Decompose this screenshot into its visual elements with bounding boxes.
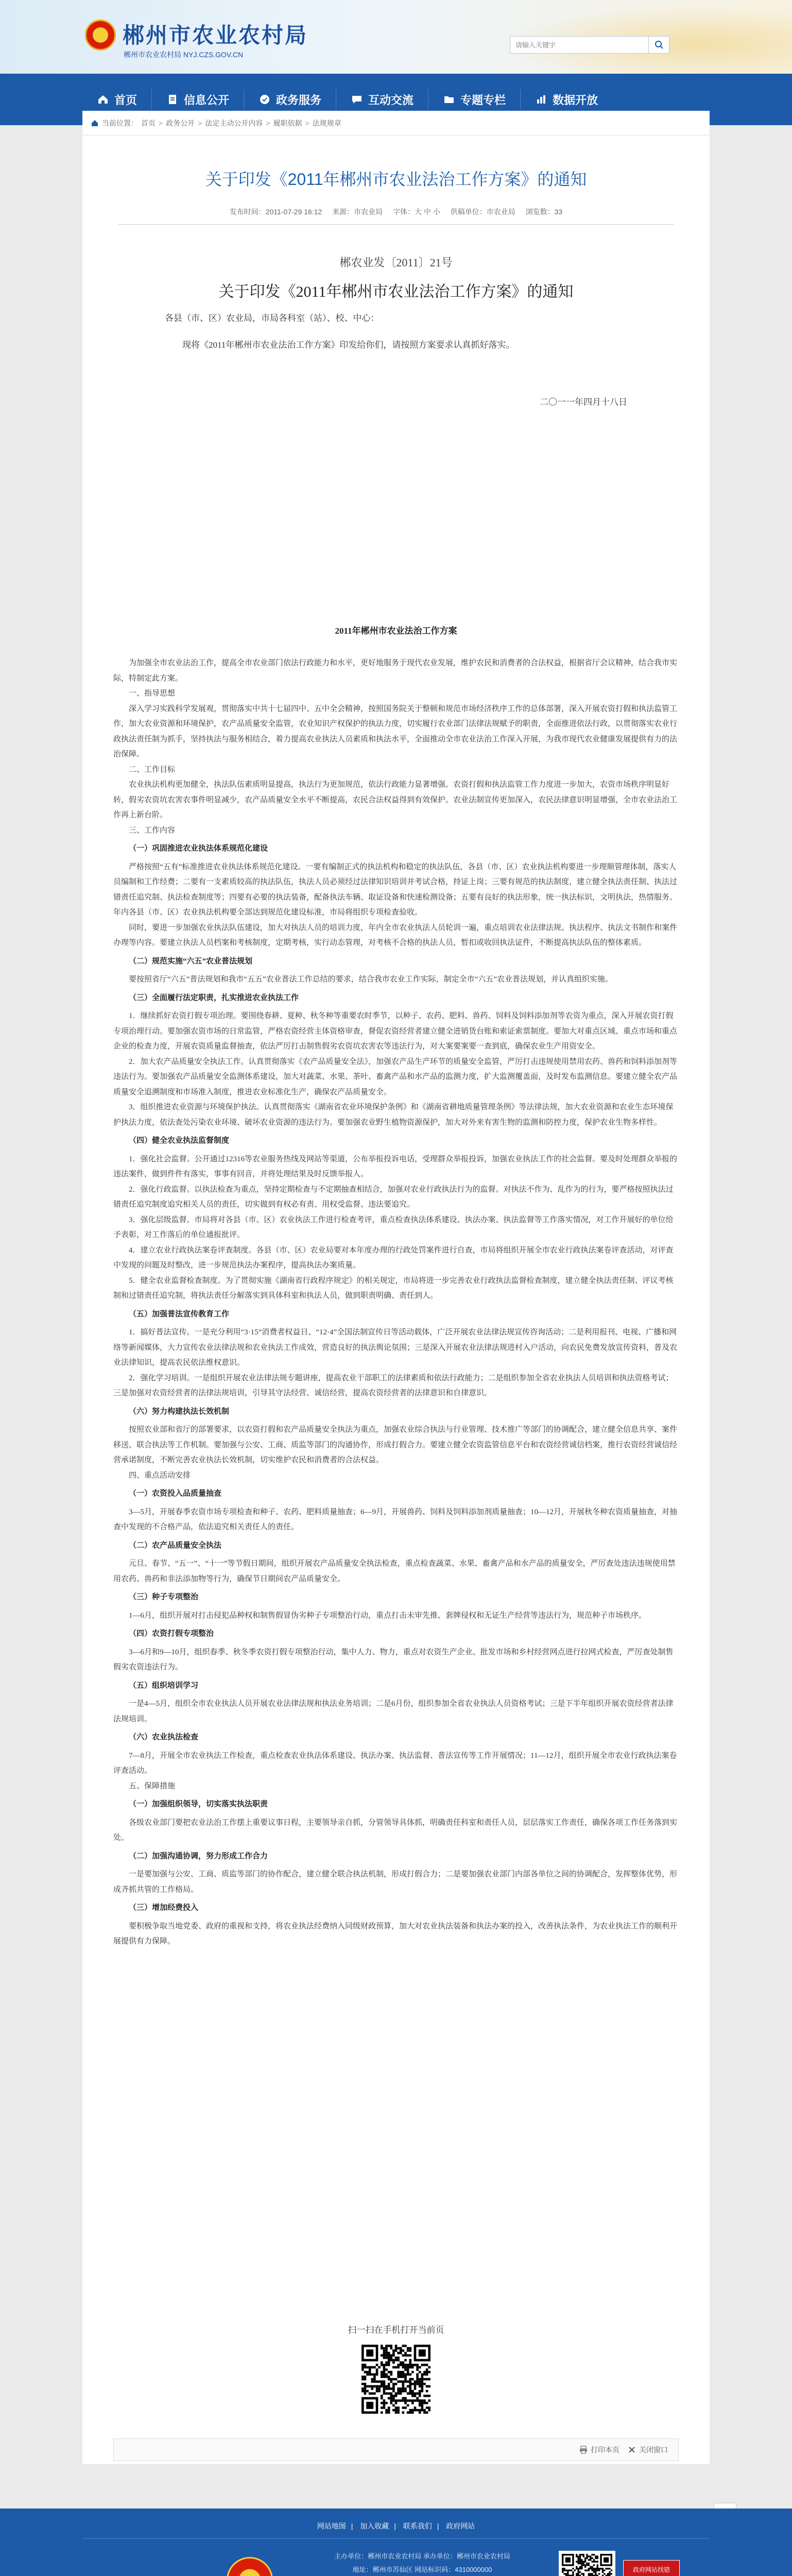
- breadcrumb-separator: >: [198, 118, 202, 127]
- breadcrumb-separator: >: [305, 118, 309, 127]
- nav-item-label: 政务服务: [276, 93, 322, 107]
- section-heading: （五）组织培训学习: [129, 1681, 199, 1690]
- nav-item-label: 互动交流: [368, 93, 414, 107]
- chat-icon: [351, 93, 363, 106]
- section-heading: 一、指导思想: [129, 689, 176, 698]
- section-heading: 二、工作目标: [129, 765, 176, 774]
- section-heading: 四、重点活动安排: [129, 1471, 191, 1480]
- site-footer: [0, 2509, 792, 2576]
- footer-info: [288, 2550, 556, 2576]
- search-icon: [655, 40, 664, 49]
- search-input[interactable]: [510, 36, 649, 54]
- search-button[interactable]: [649, 36, 669, 54]
- plan-title: 2011年郴州市农业法治工作方案: [335, 626, 457, 636]
- section-heading: （四）农资打假专项整治: [129, 1630, 214, 1638]
- data-icon: [535, 93, 547, 106]
- section-heading: （二）农产品质量安全执法: [129, 1541, 222, 1550]
- nav-item-label: 专题专栏: [460, 93, 506, 107]
- footer-info-line: 主办单位：郴州市农业农村局 承办单位：郴州市农业农村局: [334, 2552, 510, 2560]
- meta-views: 浏览数：33: [525, 208, 563, 216]
- body-paragraph: 深入学习实践科学发展观，贯彻落实中共十七届四中、五中全会精神，按照国务院关于整顿和规范市场经济秩序工作的总体部署，深入开展农资打假和执法监管工作，加大农业资源和环境保护，农产品质量安全监管，农业知识产权保护的执法力度，切实履行农业部门法律法规赋予的职责，全面推进依法行政，以贯彻落实农业行政执法责任制为抓手，坚持执法与服务相结合，着力提高农业执法人员素质和执法水平，全面推动全市农业法治工作深入开展，为我市现代农业健康发展提供有力的法治保障。: [113, 704, 678, 758]
- section-heading: （一）农资投入品质量抽查: [129, 1489, 222, 1498]
- print-button[interactable]: [579, 2445, 619, 2455]
- article-title: 关于印发《2011年郴州市农业法治工作方案》的通知: [205, 170, 587, 189]
- document-date: 二〇一一年四月十八日: [540, 397, 627, 407]
- section-heading: 三、工作内容: [129, 826, 176, 835]
- body-paragraph: 严格按照“五有”标准推进农业执法体系规范化建设。一要有编制正式的执法机构和稳定的执法队伍，各县（市、区）农业执法机构要进一步理顺管理体制，落实人员编制和工作经费；二要有一支素质较高的执法队伍，执法人员必须经过法律知识培训并考试合格，持证上岗；三要有规范的执法制度，建立健全执法责任制、执法过错责任追究制、执法检查制度等；四要有必要的执法装备，配备执法车辆、取证设备和快速检测设备；五要有良好的执法形象，统一执法标识，文明执法，热情服务。年内各县（市、区）农业执法机构要全部达到规范化建设标准，市局将组织专项检查验收。: [113, 862, 678, 917]
- breadcrumb-link[interactable]: 法规规章: [312, 118, 341, 127]
- nav-item-label: 信息公开: [184, 93, 230, 107]
- footer-link[interactable]: 网站地图: [317, 2522, 346, 2530]
- close-icon: [628, 2446, 636, 2454]
- body-paragraph: 一是4—5月，组织全市农业执法人员开展农业法律法规和执法业务培训；二是6月份，组织参加全省农业执法人员资格考试；三是下半年组织开展农资经营者法律法规培训。: [113, 1700, 674, 1723]
- nav-item-label: 数据开放: [553, 93, 598, 107]
- body-paragraph: 2．强化行政监督。以执法检查为重点，坚持定期检查与不定期抽查相结合，加强对农业行政执法行为的监督。对执法不作为、乱作为的行为，要严格按照执法过错责任追究制度追究相关人员的责任，切实做到有权必有责、用权受监督、违法要追究。: [113, 1185, 674, 1209]
- print-icon: [579, 2446, 588, 2454]
- body-paragraph: 要积极争取当地党委、政府的重视和支持，将农业执法经费纳入同级财政预算，加大对农业执法装备和执法办案的投入，改善执法条件，为农业执法工作的顺利开展提供有力保障。: [113, 1922, 678, 1945]
- site-subtitle: 郴州市农业农村局 NYJ.CZS.GOV.CN: [124, 50, 244, 59]
- breadcrumb-separator: >: [266, 118, 270, 127]
- breadcrumb-link[interactable]: 法定主动公开内容: [205, 118, 263, 127]
- title-divider: [118, 224, 674, 225]
- body-paragraph: 各级农业部门要把农业法治工作摆上重要议事日程，主要领导亲自抓，分管领导具体抓，明确责任科室和责任人员，层层落实工作责任，确保各项工作任务落到实处。: [113, 1818, 678, 1842]
- national-emblem-icon: [85, 20, 116, 50]
- folder-icon: [443, 93, 455, 106]
- footer-link[interactable]: 联系我们: [403, 2522, 432, 2530]
- footer-info-line: 地址：郴州市苏仙区 网站标识码：4310000000: [352, 2566, 492, 2573]
- breadcrumb: [82, 111, 710, 135]
- nav-item-info[interactable]: [152, 89, 244, 110]
- footer-qr-code: [559, 2551, 615, 2576]
- addressee: 各县（市、区）农业局，市局各科室（站）、校、中心：: [165, 313, 380, 323]
- document-icon: [166, 93, 179, 106]
- site-header: [0, 0, 792, 74]
- footer-divider: [82, 2538, 710, 2539]
- body-paragraph: 3．强化层级监督。市局将对各县（市、区）农业执法工作进行检查考评，重点检查执法体系建设、执法办案、执法监督等工作落实情况，对工作开展好的单位给予表彰，对工作落后的单位通报批评。: [113, 1215, 674, 1239]
- intro-paragraph: 现将《2011年郴州市农业法治工作方案》印发给你们，请按照方案要求认真抓好落实。: [182, 340, 515, 350]
- nav-item-special[interactable]: [428, 89, 520, 110]
- meta-units: 供稿单位：市农业局: [450, 208, 515, 216]
- meta-source: 来源：市农业局: [332, 208, 383, 216]
- nav-item-service[interactable]: [244, 89, 336, 110]
- footer-link[interactable]: 政府网站: [446, 2522, 475, 2530]
- body-paragraph: 1．搞好普法宣传。一是充分利用“3·15”消费者权益日、“12·4”全国法制宣传日等活动载体，广泛开展农业法律法规宣传咨询活动；二是利用报刊、电视、广播和网络等新闻媒体，大力宣传农业法律法规和农业执法工作成效，营造良好的执法舆论氛围；三是深入开展农业法律法规进村入户活动，向农民免费发放宣传资料，普及农业法律知识，提高农民依法维权意识。: [113, 1328, 678, 1367]
- close-label: 关闭窗口: [639, 2446, 668, 2454]
- breadcrumb-link[interactable]: 政务公开: [166, 118, 195, 127]
- body-paragraph: 1—6月，组织开展对打击侵犯品种权和制售假冒伪劣种子专项整治行动，重点打击未审先推、套牌侵权和无证生产经营等违法行为，规范种子市场秩序。: [129, 1611, 647, 1620]
- footer-link[interactable]: 加入收藏: [360, 2522, 389, 2530]
- location-icon: [91, 119, 99, 127]
- section-heading: （三）种子专项整治: [129, 1593, 199, 1601]
- section-heading: （二）规范实施“六五”农业普法规划: [129, 957, 253, 965]
- body-paragraph: 为加强全市农业法治工作，提高全市农业部门依法行政能力和水平，更好地服务于现代农业发展，维护农民和消费者的合法权益，根据省厅会议精神，结合我市实际，特制定此方案。: [113, 659, 678, 683]
- body-paragraph: 2．加大农产品质量安全执法工作。认真贯彻落实《农产品质量安全法》，加强农产品生产环节的质量安全监管，严厉打击违规使用禁用农药、兽药和饲料添加剂等违法行为。要加强农产品质量安全监测体系建设，加大对蔬菜、水果、茶叶、畜禽产品和水产品的监测力度，扩大监测覆盖面，及时发布监测信息。要建立健全农产品质量安全追溯制度和市场准入制度，推进农业标准化生产，确保农产品质量安全。: [113, 1057, 678, 1096]
- section-heading: （五）加强普法宣传教育工作: [129, 1310, 230, 1318]
- body-paragraph: 3—5月，开展春季农资市场专项检查和种子、农药、肥料质量抽查；6—9月，开展兽药、饲料及饲料添加剂质量抽查；10—12月，开展秋冬种农资质量抽查，对抽查中发现的不合格产品，依法追究相关责任人的责任。: [113, 1507, 678, 1531]
- footer-links: 网站地图 | 加入收藏 | 联系我们 | 政府网站: [317, 2522, 475, 2530]
- body-paragraph: 4．建立农业行政执法案卷评查制度。各县（市、区）农业局要对本年度办理的行政处罚案件进行自查，市局将组织开展全市农业行政执法案卷评查活动，对评查中发现的问题及时整改，进一步规范执法办案程序，提高执法办案质量。: [113, 1246, 674, 1269]
- gov-emblem-icon[interactable]: [227, 2557, 273, 2576]
- close-window-button[interactable]: [628, 2445, 668, 2455]
- breadcrumb-prefix: 当前位置：: [102, 118, 138, 127]
- body-paragraph: 一是要加强与公安、工商、质监等部门的协作配合，建立健全联合执法机制，形成打假合力；二是要加强农业部门内部各单位之间的协调配合，发挥整体优势，形成齐抓共管的工作格局。: [113, 1870, 678, 1894]
- section-heading: （二）加强沟通协调，努力形成工作合力: [129, 1852, 268, 1860]
- nav-item-interaction[interactable]: [336, 89, 428, 110]
- breadcrumb-link[interactable]: 履职依据: [273, 118, 302, 127]
- body-paragraph: 1．继续抓好农资打假专项治理。要围绕春耕、夏种、秋冬种等重要农时季节，以种子、农药、肥料、兽药、饲料及饲料添加剂等农资为重点，深入开展农资打假专项治理行动。要加强农资市场的日常监管，严格农资经营主体资格审查，督促农资经营者建立健全进销货台账和索证索票制度。要加大对重点区域、重点市场和重点企业的检查力度，开展农资质量监督抽查，依法严厉打击制售假劣农资坑农害农等违法行为，对大案要案要一查到底，确保农业生产用资安全。: [113, 1012, 678, 1050]
- section-heading: （六）农业执法检查: [129, 1733, 199, 1741]
- body-paragraph: 元旦、春节、“五一”、“十一”等节假日期间，组织开展农产品质量安全执法检查，重点检查蔬菜、水果、畜禽产品和水产品的质量安全，严厉查处违法违规使用禁用农药、兽药和非法添加物等行为，确保节日期间农产品质量安全。: [113, 1560, 676, 1583]
- qr-label: 扫一扫在手机打开当前页: [348, 2325, 444, 2335]
- body-paragraph: 要按照省厅“六五”普法规划和我市“五五”农业普法工作总结的要求，结合我市农业工作实际，制定全市“六五”农业普法规划，并认真组织实施。: [129, 975, 613, 984]
- body-paragraph: 1．强化社会监督。公开通过12316等农业服务热线及网站等渠道，公布举报投诉电话，受理群众举报投诉，加强农业执法工作的社会监督。要及时处理群众举报的违法案件，做到件件有落实，事事有回音，并将处理结果及时反馈举报人。: [113, 1155, 678, 1178]
- section-heading: （四）健全农业执法监督制度: [129, 1137, 230, 1145]
- home-icon: [97, 93, 109, 106]
- body-paragraph: 3．组织推进农业资源与环境保护执法。认真贯彻落实《湖南省农业环境保护条例》和《湖南省耕地质量管理条例》等法律法规，加大农业资源和农业生态环境保护执法力度，依法查处污染农业环境、破坏农业资源的违法行为。要加强农业野生植物资源保护，加大对外来有害生物的监测和防控力度，保护农业生物多样性。: [113, 1103, 674, 1127]
- article-container: [82, 135, 710, 2464]
- error-report-badge[interactable]: 政府网站找错: [623, 2560, 680, 2576]
- footer-badges: [623, 2560, 680, 2576]
- section-heading: （一）加强组织领导，切实落实执法职责: [129, 1800, 268, 1808]
- body-paragraph: 3—6月和9—10月，组织春季、秋冬季农资打假专项整治行动，集中人力、物力，重点对农资生产企业、批发市场和乡村经营网点进行拉网式检查，严厉查处制售假劣农资违法行为。: [113, 1648, 674, 1671]
- section-heading: 五、保障措施: [129, 1782, 176, 1790]
- document-title: 关于印发《2011年郴州市农业法治工作方案》的通知: [218, 283, 574, 300]
- section-heading: （三）增加经费投入: [129, 1904, 199, 1912]
- article-meta: [82, 207, 710, 217]
- service-icon: [259, 93, 271, 106]
- nav-item-data[interactable]: [521, 89, 612, 110]
- breadcrumb-link[interactable]: 首页: [141, 118, 156, 127]
- article-tools: [113, 2438, 679, 2461]
- document-number: 郴农业发〔2011〕21号: [339, 256, 453, 269]
- body-paragraph: 农业执法机构更加健全，执法队伍素质明显提高，执法行为更加规范，依法行政能力显著增强。农资打假和执法监管工作力度进一步加大，农资市场秩序明显好转，假劣农资坑农害农事件明显减少，农产品质量安全水平不断提高，农民合法权益得到有效保护。农业法制宣传更加深入，农民法律意识明显增强，全市农业法治工作再上新台阶。: [113, 781, 678, 819]
- body-paragraph: 7—8月，开展全市农业执法工作检查，重点检查农业执法体系建设、执法办案、执法监督、普法宣传等工作开展情况；11—12月，组织开展全市农业行政执法案卷评查活动。: [113, 1751, 677, 1775]
- print-label: 打印本页: [591, 2446, 619, 2454]
- nav-item-home[interactable]: [82, 89, 151, 110]
- body-paragraph: 同时，要进一步加强农业执法队伍建设，加大对执法人员的培训力度，年内全市农业执法人员轮训一遍，重点培训农业法律法规、执法程序、执法文书制作和案件办理等内容。要建立执法人员档案和考核制度，定期考核，实行动态管理，对考核不合格的执法人员，暂扣或收回执法证件，不断提高执法队伍的整体素质。: [113, 923, 678, 947]
- section-heading: （三）全面履行法定职责，扎实推进农业执法工作: [129, 993, 299, 1002]
- body-paragraph: 5．健全农业监督检查制度。为了贯彻实施《湖南省行政程序规定》的相关规定，市局将进一步完善农业行政执法监督检查制度，建立健全执法责任制、评议考核制和过错责任追究制，将执法责任分解落实到具体科室和执法人员，做到职责明确、责任到人。: [113, 1276, 674, 1300]
- site-title[interactable]: 郴州市农业农村局: [123, 24, 308, 48]
- body-paragraph: 2．强化学习培训。一是组织开展农业法律法规专题讲座，提高农业干部职工的法律素质和依法行政能力；二是组织参加全省农业执法人员培训和执法资格考试；三是加强对农资经营者的法律法规培训，引导其守法经营、诚信经营，提高农资经营者的法律意识和自律意识。: [113, 1374, 674, 1397]
- section-heading: （一）巩固推进农业执法体系规范化建设: [129, 844, 268, 853]
- qr-code: [361, 2345, 431, 2414]
- article-body: [113, 656, 679, 1950]
- nav-item-label: 首页: [114, 93, 137, 107]
- meta-date: 发布时间：2011-07-29 16:12: [229, 208, 322, 216]
- meta-font-size[interactable]: 字体：大 中 小: [393, 208, 440, 216]
- breadcrumb-separator: >: [159, 118, 163, 127]
- section-heading: （六）努力构建执法长效机制: [129, 1407, 230, 1416]
- body-paragraph: 按照农业部和省厅的部署要求，以农资打假和农产品质量安全执法为重点，加强农业综合执法与行业管理、技术推广等部门的协调配合，建立健全信息共享、案件移送、联合执法等工作机制。要加强与公安、工商、质监等部门的沟通协作，形成打假合力。要建立健全农资监管信息平台和农资经营诚信档案，推行农资经营诚信经营承诺制度，不断完善农业执法长效机制，切实维护农民和消费者的合法权益。: [113, 1426, 678, 1464]
